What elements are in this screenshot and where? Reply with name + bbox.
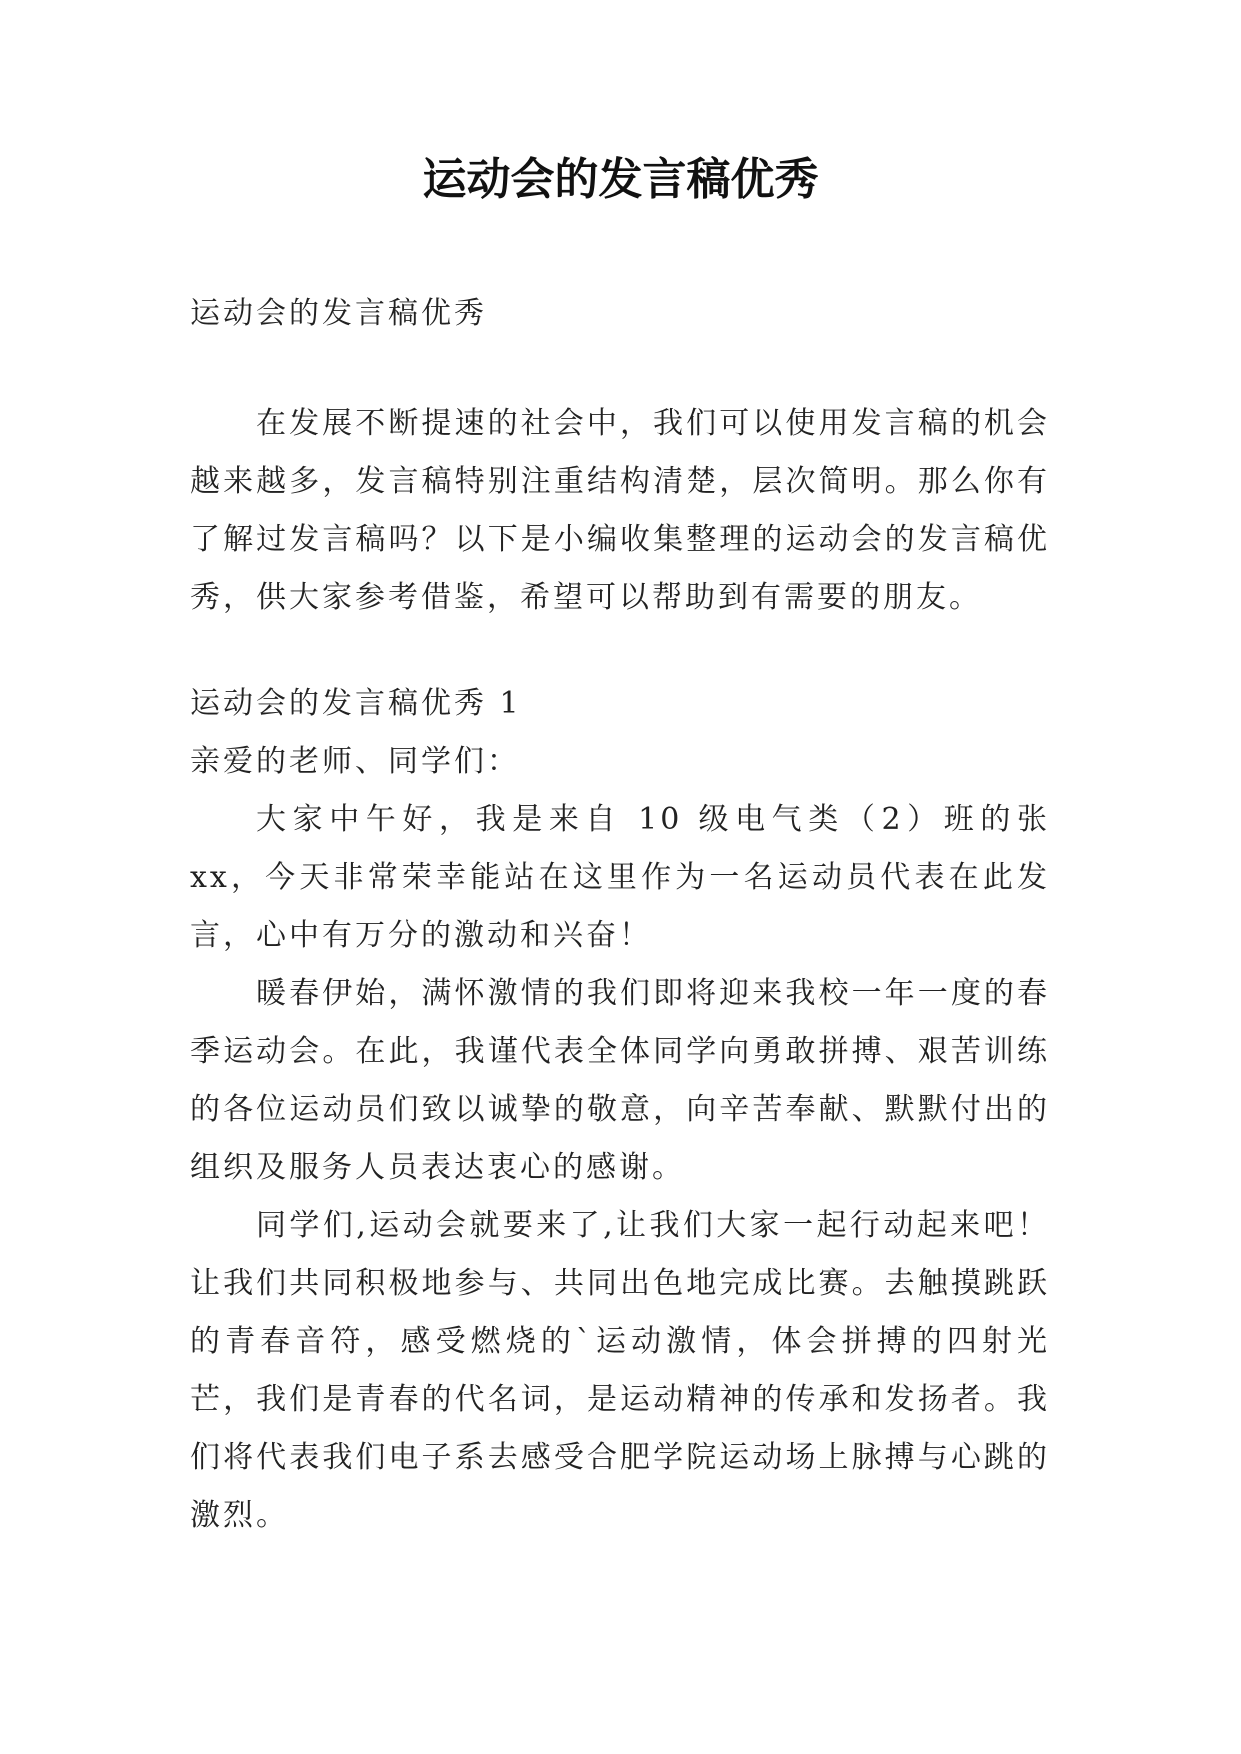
body-paragraph-2: 暖春伊始，满怀激情的我们即将迎来我校一年一度的春季运动会。在此，我谨代表全体同学向勇敢拼搏、艰苦训练的各位运动员们致以诚挚的敬意，向辛苦奉献、默默付出的组织及服务人员表达衷心的感谢。 [190,976,1050,1185]
body-paragraph-3: 同学们,运动会就要来了,让我们大家一起行动起来吧！让我们共同积极地参与、共同出色地完成比赛。去触摸跳跃的青春音符，感受燃烧的`运动激情，体会拼搏的四射光芒，我们是青春的代名词，是运动精神的传承和发扬者。我们将代表我们电子系去感受合肥学院运动场上脉搏与心跳的激烈。 [190,1208,1050,1533]
salutation: 亲爱的老师、同学们： [190,744,520,779]
section-heading: 运动会的发言稿优秀 1 [190,686,522,721]
document-subtitle: 运动会的发言稿优秀 [190,296,487,331]
document-title: 运动会的发言稿优秀 [422,154,819,205]
body-paragraph-1: 大家中午好，我是来自 10 级电气类（2）班的张 xx，今天非常荣幸能站在这里作为一名运动员代表在此发言，心中有万分的激动和兴奋！ [190,802,1050,953]
document-body [190,285,1050,1545]
intro-paragraph: 在发展不断提速的社会中，我们可以使用发言稿的机会越来越多，发言稿特别注重结构清楚，层次简明。那么你有了解过发言稿吗？以下是小编收集整理的运动会的发言稿优秀，供大家参考借鉴，希望可以帮助到有需要的朋友。 [190,406,1050,615]
